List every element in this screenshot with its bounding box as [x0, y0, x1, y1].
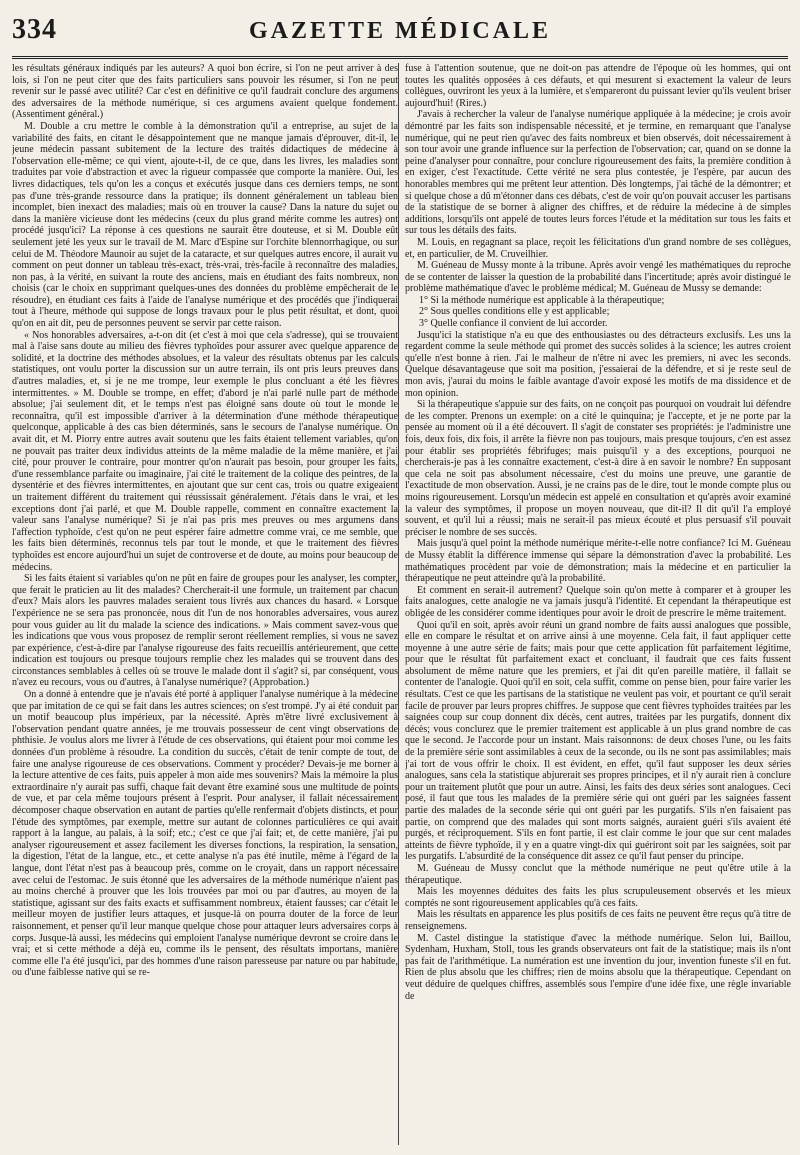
column-divider: [398, 63, 399, 1145]
paragraph: Mais les moyennes déduites des faits les plus scrupuleusement observés et les mieux comptés ne sont rigoureusement applicables qu'à ces faits.: [405, 886, 791, 909]
list-item: 1° Si la méthode numérique est applicable à la thérapeutique;: [419, 294, 665, 306]
paragraph: M. Double a cru mettre le comble à la démonstration qu'il a entreprise, au sujet de la variabilité des faits, en citant le désappointement que ne manque jamais d'éprouver, dit-il, le jeune médecin passant subitement de la lecture des traités didactiques de médecine à l'observation elle-même; ce qui vient, ajoute-t-il, de ce que, dans les livres, les maladies sont traduites par voie d'abstraction et avec la rigueur compassée que comporte la manière. Oui, les livres didactiques, tels qu'on les a conçus et exécutés jusque dans ces derniers temps, ne sont pas d'une très-grande ressource dans la pratique; ils donnent généralement un tableau bien incomplet, bien inexact des maladies; mais où en trouver la cause? Dans la nature du sujet ou dans la manière vicieuse dont les médecins (ceux du plus grand mérite comme les autres) ont procédé jusqu'ici? La réponse à ces questions ne saurait être douteuse, et si M. Double eût seulement jeté les yeux sur le travail de M. Marc d'Espine sur l'orchite blennorrhagique, ou sur celui de M. Théodore Maunoir au sujet de la cataracte, et sur quelques autres encore, il aurait vu comment on peut donner un tableau très-exact, très-vrai, très-facile à reconnaître des maladies, non pas, à la vérité, en suivant la route des anciens, mais en étudiant des faits nombreux, non choisis (car le choix en supprimant quelques-unes des données du problème empêcherait de le résoudre), en étudiant ces faits à l'aide de l'analyse numérique et des procédés que j'indiquerai tout à l'heure, méthode qui suppose de longs travaux pour le plus petit résultat, et dont, quoi qu'on en ait dit, peu de personnes peuvent se servir par cette raison.: [12, 120, 398, 330]
paragraph: Mais les résultats en apparence les plus positifs de ces faits ne peuvent être reçus qu'à titre de renseignemens.: [405, 909, 791, 932]
paragraph: « Nos honorables adversaires, a-t-on dit (et c'est à moi que cela s'adresse), qui se trouvaient mal à l'aise sans doute au milieu des fièvres typhoïdes pour assurer avec quelque apparence de solidité, et la doctrine des méthodes absolues, et la valeur des résultats obtenus par les calculs statistiques, ont voulu porter la discussion sur un autre terrain, ils ont pris leurs preuves dans d'autres maladies, et, si je ne me trompe, leur exemple le plus concluant a été les fièvres intermittentes. » M. Double se trompe, en effet; d'abord je n'ai parlé nulle part de méthode absolue; j'ai seulement dit, et le temps n'est pas éloigné sans doute où tout le monde le reconnaîtra, qu'il est impossible d'arriver à la détermination d'une méthode thérapeutique quelconque, applicable à des cas bien déterminés, sans le secours de l'analyse numérique. On avait dit, et M. Piorry entre autres avait soutenu que les faits étaient tellement variables, qu'on ne pouvait pas traiter deux individus atteints de la même maladie de la même manière, et j'ai cité, pour prouver le contraire, pour montrer qu'on n'aurait pas besoin, pour grouper les faits, d'une ressemblance parfaite ou imaginaire, j'ai cité le traitement de la colique des peintres, de la dysentérie et des fièvres intermittentes, en ajoutant que sur cent cas, trois ou quatre exigeaient un traitement différent du traitement qui réussissait généralement. J'étais dans le vrai, et les exceptions dont j'ai parlé, et que M. Double rappelle, comment en connaître exactement la valeur sans l'analyse numérique? Si je n'ai pas pris mes preuves ou mes argumens dans l'affection typhoïde, c'est qu'on ne peut espérer faire admettre comme vrai, ce me semble, que les faits bien déterminés, reconnus tels par tout le monde, et que le traitement des fièvres typhoïdes est encore aujourd'hui un sujet de controverse et de doute, au moins pour beaucoup de médecins.: [12, 329, 398, 573]
paragraph: Si la thérapeutique s'appuie sur des faits, on ne conçoit pas pourquoi on voudrait lui défendre de les compter. Prenons un exemple: on a cité le quinquina; je l'accepte, et je ne porte par la pensée au moment où il a été découvert. Il s'agit de constater ses propriétés: je l'administre une fois, deux fois, dix fois, il arrête la fièvre non pas toujours, mais presque toujours, c'en est assez pour établir ses propriétés fébrifuges; mais puisqu'il y a des exceptions, pourquoi ne chercherais-je pas à les connaître exactement, c'est-à dire à en savoir le nombre? En supposant que cela ne soit pas absolument nécessaire, c'est du moins une preuve, une garantie de l'exactitude de mon observation. Aussi, je ne crains pas de le dire, tout le monde compte plus ou moins rigoureusement. Lorsqu'un médecin est appelé en consultation et qu'après avoir examiné la valeur des symptômes, il propose un moyen nouveau, que dit-il? Il dit qu'il l'a employé souvent, et qu'il lui a réussi; mais ne serait-il pas mieux écouté et plus persuasif s'il pouvait préciser le nombre de ses succès.: [405, 399, 791, 538]
paragraph: M. Castel distingue la statistique d'avec la méthode numérique. Selon lui, Baillou, Sydenham, Huxham, Stoll, tous les grands observateurs ont fait de la statistique; mais ils n'ont pas fait de l'arithmétique. La numération est une invention du jour, invention funeste s'il en fut. Rien de plus absolu que les chiffres; rien de moins absolu que la thérapeutique. Cependant on veut déduire de quelques chiffres, assemblés sous l'empire d'une idée fixe, une règle invariable de: [405, 932, 791, 1002]
paragraph: M. Guéneau de Mussy conclut que la méthode numérique ne peut qu'être utile à la thérapeutique.: [405, 862, 791, 886]
paragraph: les résultats généraux indiqués par les auteurs? A quoi bon écrire, si l'on ne peut arriver à des lois, si l'on ne peut citer que des faits particuliers sans pouvoir les résumer, si l'on ne peut revenir sur le passé avec utilité? Car c'est en définitive ce qu'il faudrait conclure des argumens des adversaires de la méthode numérique, si ces argumens avaient quelque fondement. (Assentiment général.): [12, 63, 398, 121]
paragraph: J'avais à rechercher la valeur de l'analyse numérique appliquée à la médecine; je crois avoir démontré par les faits son indispensable nécessité, et je termine, en remarquant que l'analyse numérique, qui ne peut rien qu'avec des faits nombreux et bien observés, doit nécessairement à son tour avoir une grande influence sur la perfection de l'observation; car, quand on se donne la peine d'analyser pour connaître, pour conclure rigoureusement des faits, la première condition à en exiger, c'est l'exactitude. Cette vérité ne sera plus contestée, je l'espère, par aucun des honorables membres qui me prêtent leur attention. Dès longtemps, j'ai tâché de la démontrer; et si quelque chose a dû m'étonner dans ces débats, c'est de voir qu'on pouvait accuser les partisans de la statistique de se borner à aligner des chiffres, et de réduire la médecine à de simples additions, lorsqu'ils ont appelé de toutes leurs forces l'étude et la méditation sur tous les faits et sur tous les détails des faits.: [405, 109, 791, 237]
list-item: 2° Sous quelles conditions elle y est applicable;: [419, 306, 610, 318]
page-number: 334: [12, 14, 57, 45]
journal-title: GAZETTE MÉDICALE: [248, 18, 552, 44]
list-item: 3° Quelle confiance il convient de lui accorder.: [419, 318, 608, 330]
header-rule: [12, 56, 788, 59]
paragraph: Si les faits étaient si variables qu'on ne pût en faire de groupes pour les analyser, les compter, que ferait le praticien au lit des malades? Chercherait-il une formule, un traitement par chacun d'eux? Mais alors les pauvres malades seraient tous livrés aux chances du hasard. « Lorsque l'expérience ne se sera pas prononcée, nous dit l'un de nos honorables adversaires, vous aurez pour vous guider au lit du malade la science des indications. » Mais comment savez-vous que les indications que vous vous proposez de remplir seront réellement remplies, si vous ne savez par expérience, c'est-à-dire par l'analyse rigoureuse des faits recueillis antérieurement, que cette indication est toujours ou presque toujours remplie chez les malades qui se trouvent dans des circonstances semblables à celles où se trouve le malade dont il s'agit? si, par conséquent, vous n'avez eu recours, vous ou d'autres, à l'analyse numérique? (Approbation.): [12, 573, 398, 689]
paragraph: Et comment en serait-il autrement? Quelque soin qu'on mette à comparer et à grouper les faits analogues, cette analogie ne va jamais jusqu'à l'identité. Et cependant la thérapeutique est obligée de les considérer comme identiques pour avoir le droit de prescrire le même traitement.: [405, 584, 791, 619]
paragraph: fuse à l'attention soutenue, que ne doit-on pas attendre de l'époque où les hommes, qui ont toutes les qualités opposées à ces défauts, et qui mesurent si exactement la valeur de leurs collègues, ouvriront les yeux à la lumière, et s'empareront du puissant levier qu'ils veulent briser aujourd'hui! (Rires.): [405, 63, 791, 109]
paragraph: M. Guéneau de Mussy monte à la tribune. Après avoir vengé les mathématiques du reproche de se contenter de laisser la question de la probabilité dans l'incertitude; après avoir distingué le problème mathématique d'avec le problème médical; M. Guéneau de Mussy se demande:: [405, 260, 791, 295]
paragraph: On a donné à entendre que je n'avais été porté à appliquer l'analyse numérique à la médecine que par imitation de ce qui se fait dans les autres sciences; on s'est trompé. J'y ai été conduit par un motif beaucoup plus impérieux, par la nécessité. Après m'être livré exclusivement à l'observation pendant quatre années, je me trouvais possesseur de cent vingt observations de phthisie. Je voulus alors me livrer à l'étude de ces observations, qui étaient pour moi comme les données d'un problème à résoudre. La condition du succès, c'était de tenir compte de tout, de faire une analyse rigoureuse de ces observations. Comment y procéder? Devais-je me borner à la lecture attentive de ces faits, puis appeler à mon aide mes souvenirs? Mais la mémoire la plus extraordinaire n'y aurait pas suffi, chaque fait devant être examiné sous une multitude de points de vue, et par cela même toujours présent à l'esprit. Pour analyser, il fallait nécessairement décomposer chaque observation en autant de parties qu'elle renfermait d'objets distincts, et pour l'étude des symptômes, par exemple, mettre sur autant de colonnes particulières ce qui avait rapport à la langue, au palais, à la soif; etc.; c'est ce que j'ai fait; et, de cette manière, j'ai pu analyser rigoureusement et assez facilement les diverses fonctions, la respiration, la sensation, la digestion, l'état de la langue, etc., et cette analyse n'a pas été inutile, même à l'égard de la langue, dont l'état n'est pas à beaucoup près, comme on le croyait, dans un rapport nécessaire avec celui de l'estomac. Je suis étonné que les adversaires de la méthode numérique n'aient pas au moins cherché à prouver que les lois trouvées par moi ou par d'autres, au moyen de la statistique, agissant sur des faits exacts et suffisamment nombreux, étaient fausses; car c'était le meilleur moyen de justifier leurs attaques, et jusque-là on pourra douter de la force de leur raisonnement, et penser qu'il leur manque quelque chose pour attaquer leurs adversaires corps à corps. Jusque-là aussi, les médecins qui emploient l'analyse numérique devront se croire dans le vrai; et si cette méthode a déjà eu, comme ils le pensent, des résultats importans, manière comme elle l'a été jusqu'ici, par des hommes d'une raison paresseuse par nature ou par habitude, ou d'une faiblesse native qui se re-: [12, 689, 398, 979]
paragraph: M. Louis, en regagnant sa place, reçoit les félicitations d'un grand nombre de ses collègues, et, en particulier, de M. Cruveilhier.: [405, 236, 791, 260]
paragraph: Quoi qu'il en soit, après avoir réuni un grand nombre de faits aussi analogues que possible, elle en compare le résultat et on arrive ainsi à une moyenne. Cela fait, il faut appliquer cette moyenne à une autre série de faits; mais pour que cette application fût parfaitement légitime, pour que le résultat fût parfaitement exact et concluant, il faudrait que ces faits fussent absolument de même nature que les premiers, et j'ai dit qu'en pareille matière, il fallait se contenter de l'analogie. Quoi qu'il en soit, cela suffit, comme on pense bien, pour faire varier les résultats. C'est ce que les partisans de la statistique ne veulent pas voir, et pourtant ce qu'il serait facile de prouver par leurs propres chiffres. Je suppose que cent fièvres typhoïdes traitées par les saignées coup sur coup donnent dix décès, cent autres, traitées par les purgatifs, donnent dix décès; vous conclurez que le premier traitement est applicable à un plus grand nombre de cas que le second. Je l'accorde pour un instant. Mais raisonnons: de deux choses l'une, ou les faits de la première série sont assimilables à ceux de la seconde, ou ils ne sont pas assimilables; mais j'ai tort de vous offrir le choix. Il est évident, en effet, qu'il faut supposer les deux séries analogues, sans cela la statistique abjurerait ses propres principes, et il n'y aurait rien à conclure pour un traitement plutôt que pour un autre. Ainsi, les faits des deux séries sont analogues. Ceci posé, il faut que tous les malades de la première série qui ont guéri par les saignées fassent partie des malades de la seconde série qui ont guéri par les purgatifs. S'ils n'en faisaient pas partie, on comprend que des malades qui sont morts saignés, auraient guéri s'ils avaient été purgés, et réciproquement. S'ils en font partie, il est clair comme le jour que sur cent malades atteints de fièvre typhoïde, il y en a quatre vingt-dix qui guériront soit par les saignées, soit par les purgatifs. L'absurdité de la conséquence dit assez ce qu'il faut penser du principe.: [405, 619, 791, 863]
right-column: [405, 63, 791, 1145]
page-header: [12, 14, 788, 50]
paragraph: Mais jusqu'à quel point la méthode numérique mérite-t-elle notre confiance? Ici M. Guéneau de Mussy établit la différence immense qui sépare la démonstration d'avec la probabilité. Les mathématiques procèdent par voie de démonstration; mais la médecine et en particulier la thérapeutique ne peut atteindre qu'à la probabilité.: [405, 538, 791, 585]
paragraph: Jusqu'ici la statistique n'a eu que des enthousiastes ou des détracteurs exclusifs. Les uns la regardent comme la seule méthode qui promet des succès solides à la science; les autres croient qu'elle n'est bonne à rien. J'ai le malheur de n'être ni avec les premiers, ni avec les seconds. Quelque désavantageuse que soit ma position, j'essaierai de la défendre, et si je reste seul de mon avis, j'aurai du moins le faible avantage d'avoir exposé les motifs de ma dissidence et de mon opinion.: [405, 329, 791, 399]
left-column: [12, 63, 398, 1145]
